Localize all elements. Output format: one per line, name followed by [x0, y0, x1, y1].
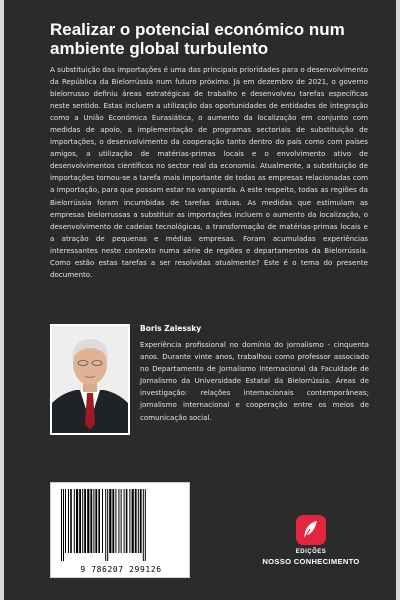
author-bio: Experiência profissional no domínio do jornalismo - cinquenta anos. Durante vinte anos, trabalhou como professor associado no Departamento de Jornalismo Internacional da Faculdade de Jornalismo da Universidade Estatal da Bielorrússia. Áreas de investigação: relações internacionais contemporâneas; jornalismo internacional e cooperação entre os meios de comunicação social.	[140, 340, 369, 422]
isbn-barcode	[50, 482, 190, 578]
isbn-number: 9 786207 299126	[80, 565, 162, 574]
book-title: Realizar o potencial económico num ambiente global turbulento	[50, 20, 345, 58]
author-photo	[50, 324, 130, 435]
barcode-icon	[59, 489, 183, 561]
author-name: Boris Zalessky	[140, 324, 202, 333]
quill-feather-icon	[296, 515, 326, 545]
publisher-line1: EDIÇÕES	[295, 549, 327, 555]
publisher-line2: NOSSO CONHECIMENTO	[262, 557, 360, 566]
book-description: A substituição das importações é uma das principais prioridades para o desenvolvimento da República da Bielorrússia num futuro próximo. Já em dezembro de 2021, o governo bielorrusso definiu áreas estratégicas de trabalho e desenvolveu tarefas específicas neste sentido. Estas incluem a utilização das oportunidades de entidades de integração como a União Económica Eurasiática, o aumento da localização em conjunto com medidas de apoio, a implementação de programas sectoriais de substituição de importações, o desenvolvimento da cooperação tanto dentro do país como com países amigos, a utilização de matérias-primas locais e o envolvimento ativo de desenvolvimentos científicos no sector real da economia. Atualmente, a substituição de importações tornou-se a tarefa mais importante de todas as empresas relacionadas com a importação, para que possam estar na vanguarda. A este respeito, todas as regiões da Bielorrússia foram incumbidas de tarefas árduas. As medidas que estimulam as empresas bielorrussas a substituir as importações incluem o aumento da localização, o desenvolvimento de cadeias tecnológicas, a transformação de matérias-primas locais e a atração de pequenas e médias empresas. Foram acumuladas experiências interessantes neste contexto numa série de regiões e departamentos da Bielorrússia. Como estão estas tarefas a ser resolvidas atualmente? Este é o tema do presente documento.	[50, 65, 368, 279]
publisher-logo	[262, 515, 360, 575]
